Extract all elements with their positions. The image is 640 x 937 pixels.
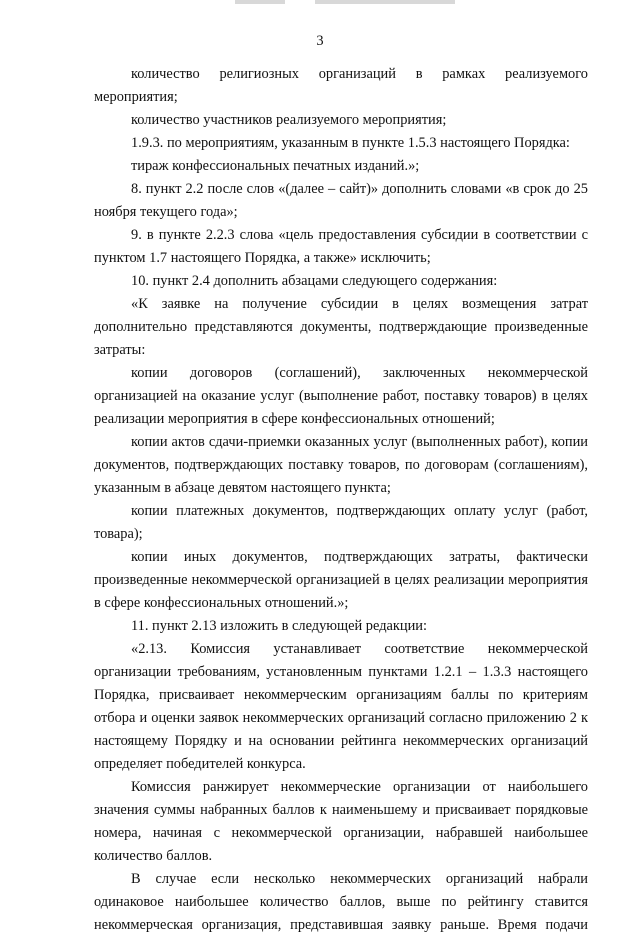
paragraph: количество участников реализуемого мероприятия; [131, 112, 447, 128]
paragraph: «2.13. Комиссия устанавливает соответствие некоммерческой организации требованиям, установленным пунктами 1.2.1 – 1.3.3 настоящего Порядка, присваивает некоммерческим организациям баллы по критериям отбора и оценки заявок некоммерческих организаций согласно приложению 2 к настоящему Порядку и на основании рейтинга некоммерческих организаций определяет победителей конкурса. [94, 641, 588, 772]
paragraph: Комиссия ранжирует некоммерческие организации от наибольшего значения суммы набранных баллов к наименьшему и присваивает порядковые номера, начиная с некоммерческой организации, набравшей наибольшее количество баллов. [94, 779, 588, 864]
paragraph: «К заявке на получение субсидии в целях возмещения затрат дополнительно представляются документы, подтверждающие произведенные затраты: [94, 296, 588, 358]
paragraph: копии платежных документов, подтверждающих оплату услуг (работ, товара); [94, 503, 588, 542]
top-edge-artifact [0, 0, 640, 4]
paragraph: 11. пункт 2.13 изложить в следующей редакции: [131, 618, 428, 634]
paragraph: копии договоров (соглашений), заключенных некоммерческой организацией на оказание услуг (выполнение работ, поставку товаров) в целях реализации мероприятия в сфере конфессиональных отношений; [94, 365, 588, 427]
document-body [94, 63, 588, 937]
paragraph: 9. в пункте 2.2.3 слова «цель предоставления субсидии в соответствии с пунктом 1.7 настоящего Порядка, а также» исключить; [94, 227, 588, 266]
paragraph: 1.9.3. по мероприятиям, указанным в пункте 1.5.3 настоящего Порядка: [131, 135, 570, 151]
paragraph: 8. пункт 2.2 после слов «(далее – сайт)» дополнить словами «в срок до 25 ноября текущего года»; [94, 181, 588, 220]
paragraph: копии актов сдачи-приемки оказанных услуг (выполненных работ), копии документов, подтверждающих поставку товаров, по договорам (соглашениям), указанным в абзаце девятом настоящего пункта; [94, 434, 588, 496]
paragraph: тираж конфессиональных печатных изданий.»; [131, 158, 420, 174]
paragraph: количество религиозных организаций в рамках реализуемого мероприятия; [94, 66, 588, 105]
page-number: 3 [316, 33, 324, 49]
paragraph: 10. пункт 2.4 дополнить абзацами следующего содержания: [131, 273, 498, 289]
paragraph-continued: В случае если несколько некоммерческих организаций набрали одинаковое наибольшее количество баллов, выше по рейтингу ставится некоммерческая организация, представившая заявку раньше. Время подачи [94, 871, 588, 933]
paragraph: копии иных документов, подтверждающих затраты, фактически произведенные некоммерческой организацией в целях реализации мероприятия в сфере конфессиональных отношений.»; [94, 549, 588, 611]
